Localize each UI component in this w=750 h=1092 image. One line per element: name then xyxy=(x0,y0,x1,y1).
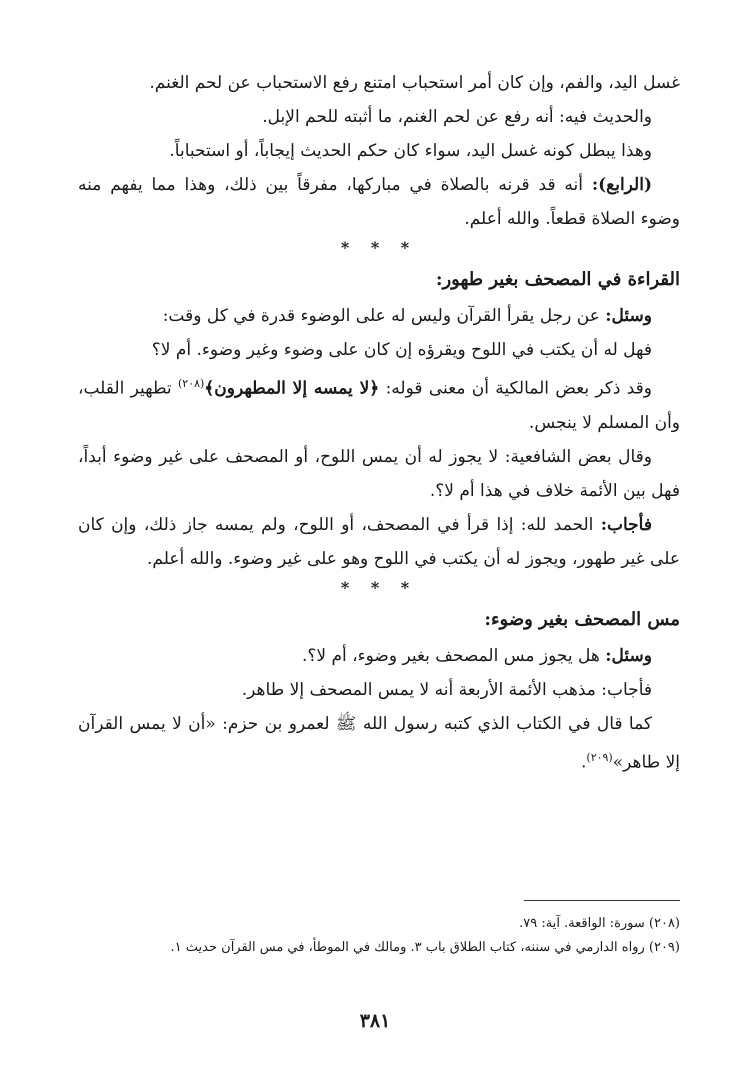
footnote-divider xyxy=(524,900,680,901)
paragraph-fourth-point xyxy=(78,168,680,236)
question-label: وسئل: xyxy=(605,645,652,666)
answer-text: الحمد لله: إذا قرأ في المصحف، أو اللوح، ولم يمسه جاز ذلك، وإن كان على غير طهور، ويجوز له أن يكتب في اللوح وهو على غير وضوء. والله أعلم. xyxy=(78,514,680,569)
answer-1 xyxy=(78,508,680,576)
hadith-text: كما قال في الكتاب الذي كتبه رسول الله ﷺ لعمرو بن حزم: «أن لا يمس القرآن إلا طاهر» xyxy=(78,713,680,773)
footnote-209: (٢٠٩) رواه الدارمي في سننه، كتاب الطلاق باب ٣. ومالك في الموطأ، في مس القرآن حديث ١. xyxy=(170,940,680,955)
answer-2: فأجاب: مذهب الأئمة الأربعة أنه لا يمس المصحف إلا طاهر. xyxy=(241,679,652,700)
question-2 xyxy=(78,639,680,673)
footnote-208: (٢٠٨) سورة: الواقعة. آية: ٧٩. xyxy=(519,916,680,931)
footnotes xyxy=(78,912,680,960)
maliki-opinion xyxy=(78,367,680,440)
maliki-text-b: تطهير القلب، وأن المسلم لا ينجس. xyxy=(78,378,680,433)
page-body xyxy=(78,66,680,779)
footnote-ref-209: (٢٠٩) xyxy=(586,750,613,764)
answer-label: فأجاب: xyxy=(600,514,652,535)
paragraph-continuation: غسل اليد، والفم، وإن كان أمر استحباب امتنع رفع الاستحباب عن لحم الغنم. xyxy=(149,73,680,93)
section-heading-touching: مس المصحف بغير وضوء: xyxy=(484,608,680,630)
paragraph-invalidation: وهذا يبطل كونه غسل اليد، سواء كان حكم الحديث إيجاباً، أو استحباباً. xyxy=(169,141,652,161)
question-text: هل يجوز مس المصحف بغير وضوء، أم لا؟. xyxy=(301,645,606,666)
hadith-quote xyxy=(78,707,680,780)
page-number: ٣٨١ xyxy=(359,1010,391,1032)
question-label: وسئل: xyxy=(605,306,652,326)
maliki-text-a: وقد ذكر بعض المالكية أن معنى قوله: xyxy=(379,378,653,399)
section-separator: * * * xyxy=(340,577,418,597)
paragraph-hadith: والحديث فيه: أنه رفع عن لحم الغنم، ما أثبته للحم الإبل. xyxy=(262,107,652,127)
quran-verse: ﴿لا يمسه إلا المطهرون﴾ xyxy=(204,378,380,399)
footnote-ref-208: (٢٠٨) xyxy=(177,377,205,390)
question-1-cont: فهل له أن يكتب في اللوح ويقرؤه إن كان على وضوء وغير وضوء. أم لا؟ xyxy=(151,340,652,360)
shafii-opinion: وقال بعض الشافعية: لا يجوز له أن يمس اللوح، أو المصحف على غير وضوء أبداً، فهل بين الأئمة خلاف في هذا أم لا؟. xyxy=(78,446,680,501)
question-1 xyxy=(78,299,680,333)
fourth-label: (الرابع): xyxy=(591,175,652,195)
hadith-end: . xyxy=(580,752,587,773)
section-separator: * * * xyxy=(340,238,418,257)
fourth-text: أنه قد قرنه بالصلاة في مباركها، مفرقاً بين ذلك، وهذا مما يفهم منه وضوء الصلاة قطعاً. والله أعلم. xyxy=(78,175,680,229)
question-text: عن رجل يقرأ القرآن وليس له على الوضوء قدرة في كل وقت: xyxy=(162,306,606,326)
section-heading-reading: القراءة في المصحف بغير طهور: xyxy=(435,269,680,290)
